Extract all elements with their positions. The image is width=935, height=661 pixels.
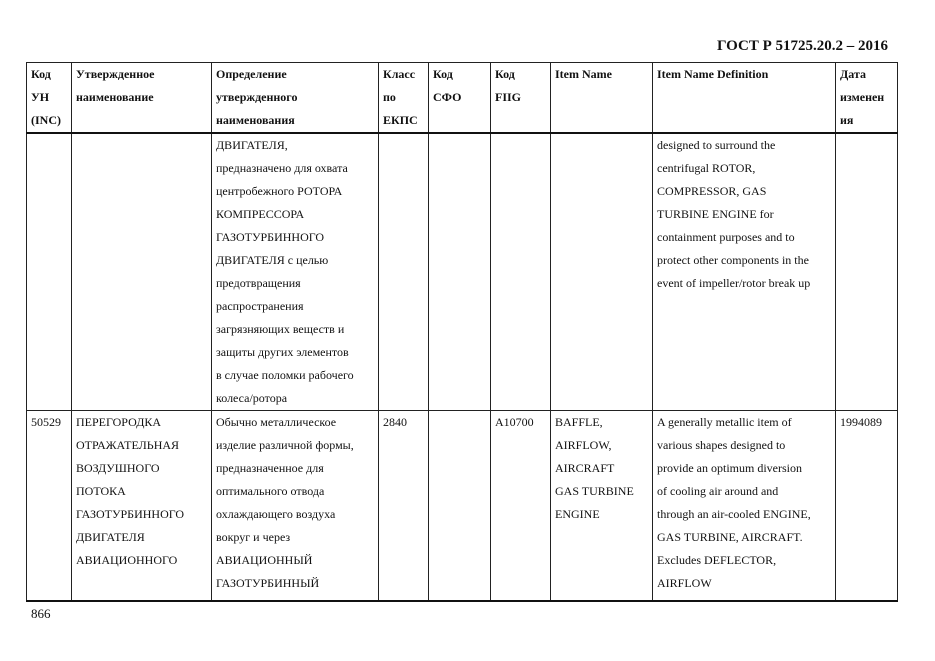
table-row: [27, 133, 898, 411]
column-header-item-definition: Item Name Definition: [653, 63, 836, 134]
column-header-approved-name: Утвержденное наименование: [72, 63, 212, 134]
cell-change-date: [836, 133, 898, 411]
cell-code-sfo: [429, 133, 491, 411]
cell-class-ekps: [379, 133, 429, 411]
table-header-row: [27, 63, 898, 134]
cell-class-ekps: 2840: [379, 411, 429, 602]
cell-name-ru: [72, 133, 212, 411]
cell-code-fiig: A10700: [491, 411, 551, 602]
page-number: 866: [31, 606, 51, 621]
cell-definition-ru: ДВИГАТЕЛЯ, предназначено для охвата центробежного РОТОРА КОМПРЕССОРА ГАЗОТУРБИННОГО ДВИГАТЕЛЯ с целью предотвращения распространения загрязняющих веществ и защиты других элементов в случае поломки рабочего колеса/ротора: [212, 133, 379, 411]
column-header-definition: Определение утвержденного наименования: [212, 63, 379, 134]
cell-item-name: BAFFLE, AIRFLOW, AIRCRAFT GAS TURBINE ENGINE: [551, 411, 653, 602]
cell-code-fiig: [491, 133, 551, 411]
catalog-table: [26, 62, 898, 602]
cell-item-name: [551, 133, 653, 411]
cell-item-definition: designed to surround the centrifugal ROTOR, COMPRESSOR, GAS TURBINE ENGINE for containment purposes and to protect other components in the event of impeller/rotor break up: [653, 133, 836, 411]
column-header-code-fiig: Код FIIG: [491, 63, 551, 134]
column-header-code-sfo: Код СФО: [429, 63, 491, 134]
cell-inc: [27, 133, 72, 411]
cell-definition-ru: Обычно металлическое изделие различной формы, предназначенное для оптимального отвода охлаждающего воздуха вокруг и через АВИАЦИОННЫЙ ГАЗОТУРБИННЫЙ: [212, 411, 379, 602]
document-standard-header: ГОСТ Р 51725.20.2 – 2016: [716, 38, 888, 54]
column-header-item-name: Item Name: [551, 63, 653, 134]
cell-name-ru: ПЕРЕГОРОДКА ОТРАЖАТЕЛЬНАЯ ВОЗДУШНОГО ПОТОКА ГАЗОТУРБИННОГО ДВИГАТЕЛЯ АВИАЦИОННОГО: [72, 411, 212, 602]
column-header-inc: Код УН (INC): [27, 63, 72, 134]
cell-inc: 50529: [27, 411, 72, 602]
table-row: [27, 411, 898, 602]
column-header-change-date: Дата изменен ия: [836, 63, 898, 134]
column-header-class-ekps: Класс по ЕКПС: [379, 63, 429, 134]
cell-code-sfo: [429, 411, 491, 602]
cell-item-definition: A generally metallic item of various shapes designed to provide an optimum diversion of cooling air around and through an air-cooled ENGINE, GAS TURBINE, AIRCRAFT. Excludes DEFLECTOR, AIRFLOW: [653, 411, 836, 602]
cell-change-date: 1994089: [836, 411, 898, 602]
